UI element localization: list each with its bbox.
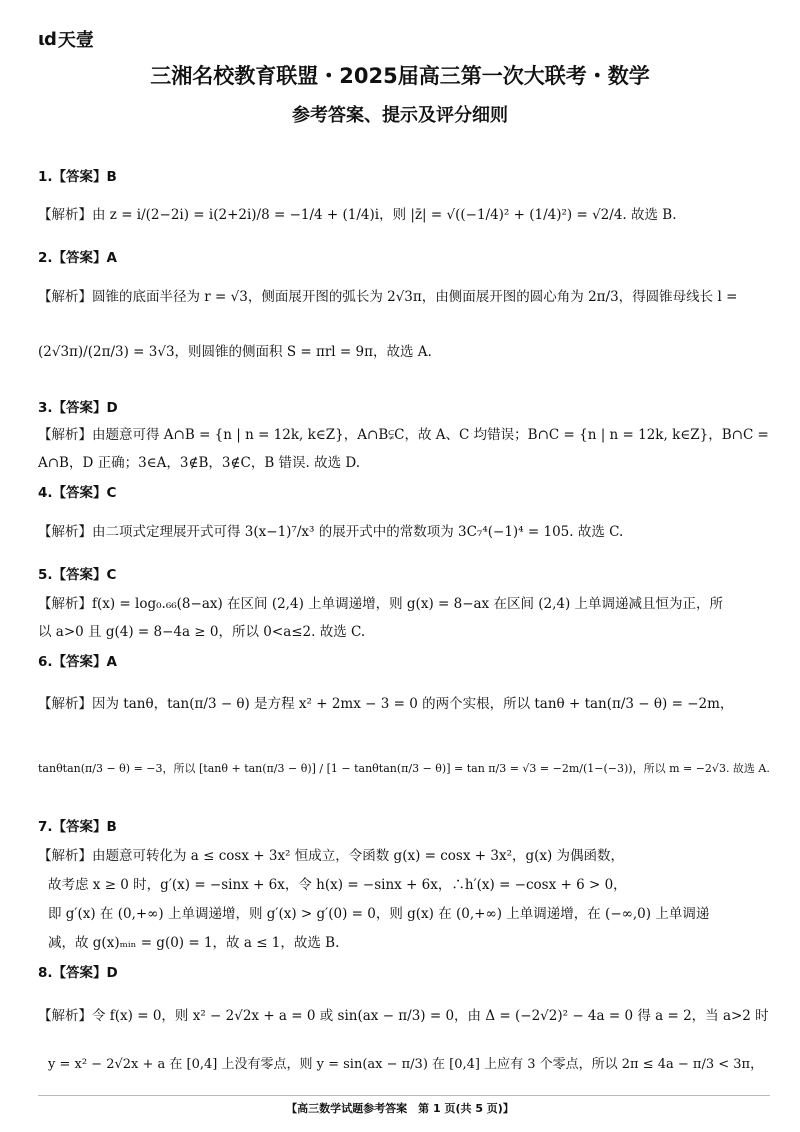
explanation-2-line-2: (2√3π)/(2π/3) = 3√3，则圆锥的侧面积 S = πrl = 9π，故选 A.: [38, 344, 432, 360]
answer-3: 3.【答案】D: [38, 400, 118, 416]
answer-4: 4.【答案】C: [38, 485, 117, 501]
answer-7: 7.【答案】B: [38, 819, 117, 835]
explanation-8-line-1: 【解析】令 f(x) = 0，则 x² − 2√2x + a = 0 或 sin(ax − π/3) = 0，由 Δ = (−2√2)² − 4a = 0 得 a = 2，当 a>2 时: [38, 1008, 769, 1024]
explanation-6-line-2: tanθtan(π/3 − θ) = −3，所以 [tanθ + tan(π/3 − θ)] / [1 − tanθtan(π/3 − θ)] = tan π/3 = √3 = −2m/(1−(−3))，所以 m = −2√3. 故选 A.: [38, 762, 770, 775]
explanation-8-line-2: y = x² − 2√2x + a 在 [0,4] 上没有零点，则 y = sin(ax − π/3) 在 [0,4] 上应有 3 个零点，所以 2π ≤ 4a − π/3 < 3π，: [48, 1057, 764, 1072]
footer-divider: [38, 1095, 770, 1096]
document-subtitle: 参考答案、提示及评分细则: [292, 105, 508, 126]
explanation-7-line-4: 减，故 g(x)ₘᵢₙ = g(0) = 1，故 a ≤ 1，故选 B.: [48, 935, 340, 951]
answer-1: 1.【答案】B: [38, 169, 117, 185]
explanation-7-line-1: 【解析】由题意可转化为 a ≤ cosx + 3x² 恒成立，令函数 g(x) = cosx + 3x²，g(x) 为偶函数，: [38, 848, 625, 864]
explanation-2-line-1: 【解析】圆锥的底面半径为 r = √3，侧面展开图的弧长为 2√3π，由侧面展开图的圆心角为 2π/3，得圆锥母线长 l =: [38, 289, 738, 305]
explanation-5-line-2: 以 a>0 且 g(4) = 8−4a ≥ 0，所以 0<a≤2. 故选 C.: [38, 624, 366, 640]
answer-5: 5.【答案】C: [38, 567, 117, 583]
explanation-3-line-1: 【解析】由题意可得 A∩B = {n | n = 12k, k∈Z}，A∩B⫋C，故 A、C 均错误；B∩C = {n | n = 12k, k∈Z}，B∩C =: [38, 427, 769, 443]
explanation-5-line-1: 【解析】f(x) = log₀.₆₆(8−ax) 在区间 (2,4) 上单调递增，则 g(x) = 8−ax 在区间 (2,4) 上单调递减且恒为正，所: [38, 596, 724, 612]
logo-name: 天壹: [57, 30, 94, 51]
explanation-1-line-1: 【解析】由 z = i/(2−2i) = i(2+2i)/8 = −1/4 + (1/4)i，则 |z̄| = √((−1/4)² + (1/4)²) = √2/4. 故选 B.: [38, 207, 677, 223]
publisher-logo: [38, 26, 94, 52]
explanation-7-line-2: 故考虑 x ≥ 0 时，g′(x) = −sinx + 6x，令 h(x) = −sinx + 6x，∴h′(x) = −cosx + 6 > 0，: [48, 877, 627, 893]
explanation-3-line-2: A∩B，D 正确；3∈A，3∉B，3∉C，B 错误. 故选 D.: [38, 455, 361, 471]
explanation-4-line-1: 【解析】由二项式定理展开式可得 3(x−1)⁷/x³ 的展开式中的常数项为 3C₇⁴(−1)⁴ = 105. 故选 C.: [38, 524, 624, 540]
answer-2: 2.【答案】A: [38, 250, 117, 266]
page-footer: 【高三数学试题参考答案 第 1 页(共 5 页)】: [286, 1102, 514, 1115]
document-title: 三湘名校教育联盟・2025届高三第一次大联考・数学: [150, 64, 650, 88]
explanation-6-line-1: 【解析】因为 tanθ，tan(π/3 − θ) 是方程 x² + 2mx − 3 = 0 的两个实根，所以 tanθ + tan(π/3 − θ) = −2m，: [38, 696, 734, 712]
logo-mark: ιd: [38, 28, 56, 50]
answer-6: 6.【答案】A: [38, 654, 117, 670]
explanation-7-line-3: 即 g′(x) 在 (0,+∞) 上单调递增，则 g′(x) > g′(0) = 0，则 g(x) 在 (0,+∞) 上单调递增，在 (−∞,0) 上单调递: [48, 906, 710, 922]
answer-8: 8.【答案】D: [38, 965, 118, 981]
